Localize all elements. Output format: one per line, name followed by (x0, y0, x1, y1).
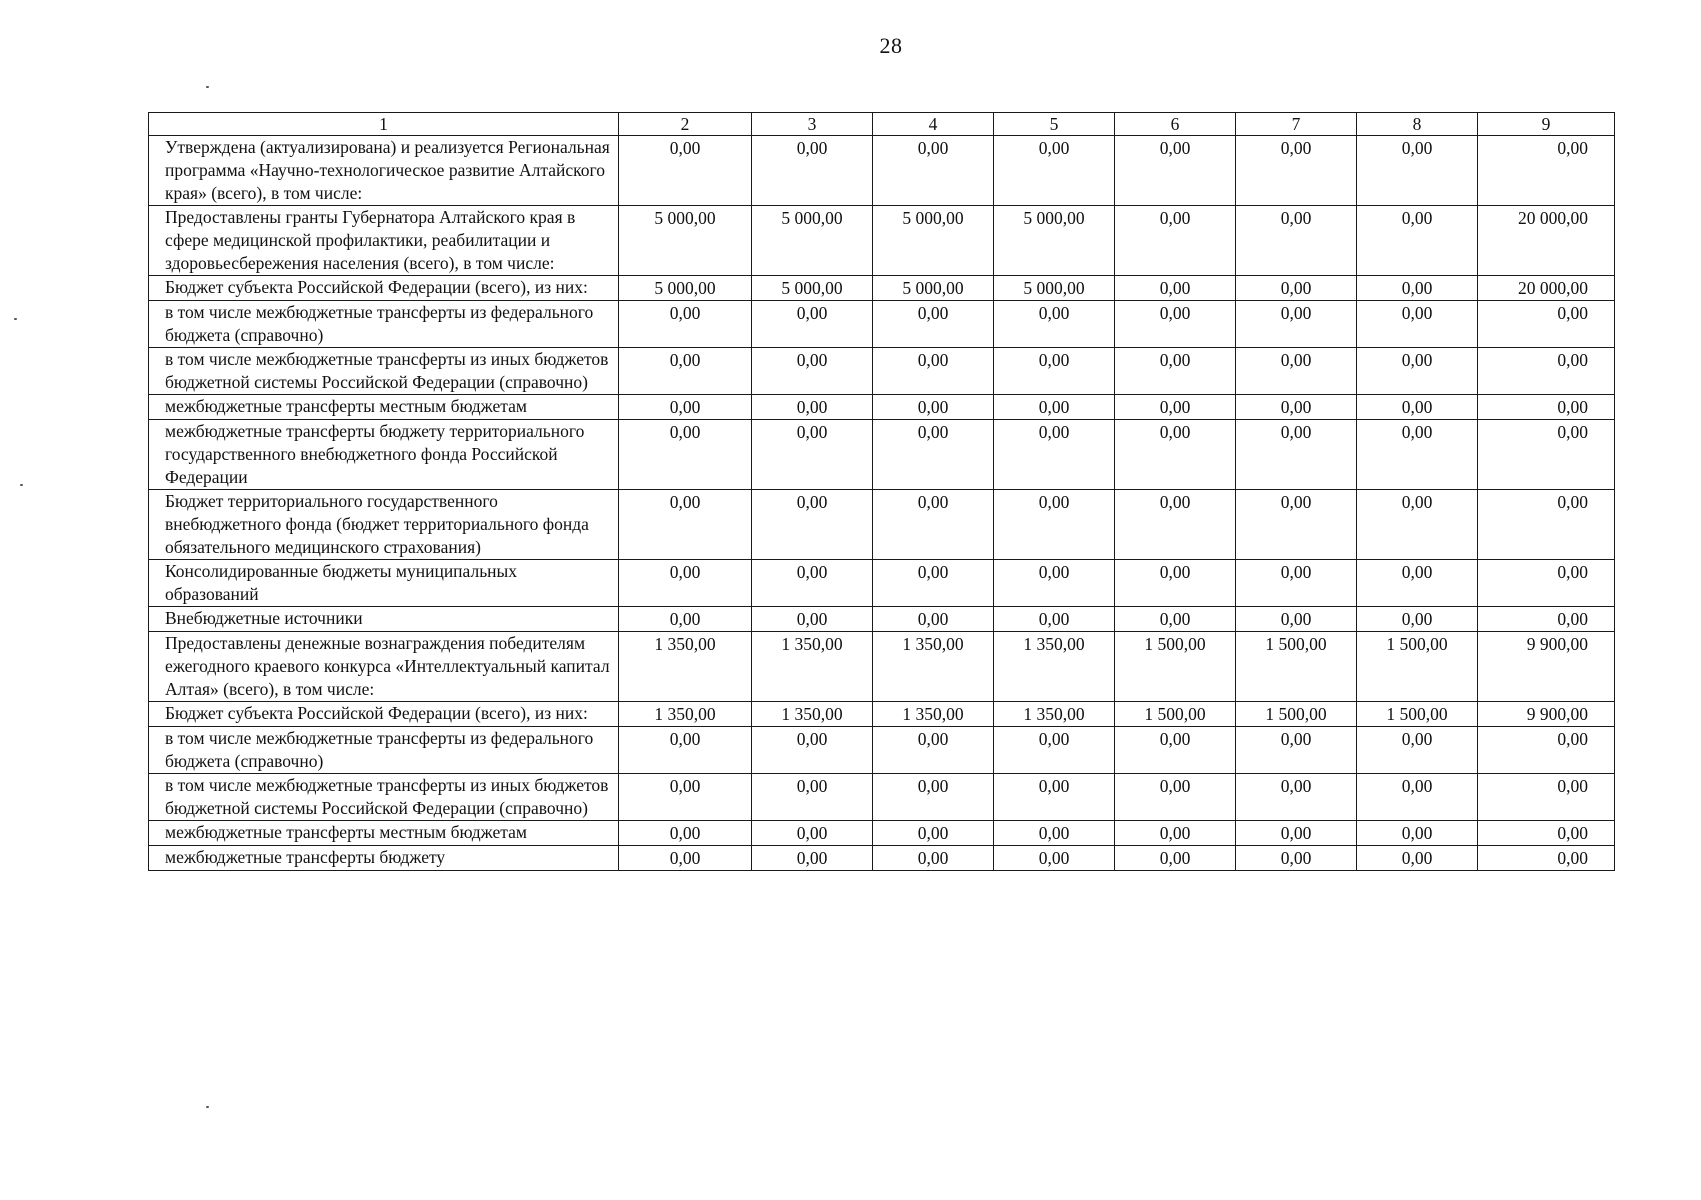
row-value-col-6: 0,00 (1115, 420, 1236, 490)
row-value-col-9: 0,00 (1478, 348, 1615, 395)
row-value-col-3: 0,00 (752, 420, 873, 490)
table-row (149, 821, 1615, 846)
row-value-col-5: 0,00 (994, 607, 1115, 632)
row-value-col-6: 0,00 (1115, 490, 1236, 560)
row-value-col-4: 0,00 (873, 821, 994, 846)
row-label: в том числе межбюджетные трансферты из иных бюджетов бюджетной системы Российской Федерации (справочно) (149, 348, 619, 395)
row-value-col-6: 0,00 (1115, 136, 1236, 206)
row-value-col-6: 1 500,00 (1115, 702, 1236, 727)
row-value-col-6: 0,00 (1115, 301, 1236, 348)
row-value-col-7: 0,00 (1236, 206, 1357, 276)
row-value-col-3: 0,00 (752, 821, 873, 846)
row-value-col-6: 0,00 (1115, 348, 1236, 395)
row-label: Предоставлены гранты Губернатора Алтайского края в сфере медицинской профилактики, реабилитации и здоровьесбережения населения (всего), в том числе: (149, 206, 619, 276)
row-label: в том числе межбюджетные трансферты из иных бюджетов бюджетной системы Российской Федерации (справочно) (149, 774, 619, 821)
row-value-col-5: 0,00 (994, 846, 1115, 871)
row-value-col-9: 0,00 (1478, 607, 1615, 632)
row-value-col-5: 1 350,00 (994, 702, 1115, 727)
row-value-col-7: 0,00 (1236, 420, 1357, 490)
row-value-col-8: 0,00 (1357, 276, 1478, 301)
table-row (149, 206, 1615, 276)
row-label: в том числе межбюджетные трансферты из федерального бюджета (справочно) (149, 727, 619, 774)
table-row (149, 607, 1615, 632)
row-value-col-2: 0,00 (619, 395, 752, 420)
scan-speck (206, 86, 209, 88)
row-value-col-9: 0,00 (1478, 560, 1615, 607)
scan-speck (20, 484, 23, 486)
row-label: Бюджет субъекта Российской Федерации (всего), из них: (149, 276, 619, 301)
row-value-col-3: 1 350,00 (752, 702, 873, 727)
row-value-col-2: 0,00 (619, 490, 752, 560)
row-value-col-2: 5 000,00 (619, 276, 752, 301)
row-value-col-5: 5 000,00 (994, 276, 1115, 301)
row-value-col-4: 0,00 (873, 301, 994, 348)
row-value-col-4: 0,00 (873, 420, 994, 490)
row-value-col-4: 1 350,00 (873, 632, 994, 702)
column-header: 7 (1236, 113, 1357, 136)
row-value-col-3: 0,00 (752, 846, 873, 871)
column-header: 2 (619, 113, 752, 136)
row-value-col-5: 0,00 (994, 774, 1115, 821)
row-value-col-3: 0,00 (752, 774, 873, 821)
row-value-col-7: 0,00 (1236, 846, 1357, 871)
row-label: межбюджетные трансферты бюджету территориального государственного внебюджетного фонда Российской Федерации (149, 420, 619, 490)
row-value-col-7: 0,00 (1236, 490, 1357, 560)
row-value-col-9: 0,00 (1478, 490, 1615, 560)
row-value-col-4: 5 000,00 (873, 206, 994, 276)
row-value-col-9: 9 900,00 (1478, 702, 1615, 727)
row-label: в том числе межбюджетные трансферты из федерального бюджета (справочно) (149, 301, 619, 348)
row-value-col-3: 0,00 (752, 348, 873, 395)
row-value-col-8: 0,00 (1357, 774, 1478, 821)
row-label: межбюджетные трансферты бюджету (149, 846, 619, 871)
row-value-col-9: 0,00 (1478, 774, 1615, 821)
row-value-col-8: 0,00 (1357, 846, 1478, 871)
row-value-col-2: 0,00 (619, 607, 752, 632)
row-value-col-8: 0,00 (1357, 821, 1478, 846)
row-value-col-7: 0,00 (1236, 774, 1357, 821)
row-value-col-9: 20 000,00 (1478, 276, 1615, 301)
row-value-col-7: 1 500,00 (1236, 632, 1357, 702)
row-value-col-9: 0,00 (1478, 821, 1615, 846)
row-value-col-5: 0,00 (994, 136, 1115, 206)
row-value-col-6: 1 500,00 (1115, 632, 1236, 702)
row-value-col-8: 1 500,00 (1357, 632, 1478, 702)
row-value-col-6: 0,00 (1115, 846, 1236, 871)
row-value-col-8: 0,00 (1357, 560, 1478, 607)
table-row (149, 727, 1615, 774)
row-value-col-2: 0,00 (619, 420, 752, 490)
row-value-col-5: 0,00 (994, 348, 1115, 395)
row-label: межбюджетные трансферты местным бюджетам (149, 821, 619, 846)
row-value-col-8: 1 500,00 (1357, 702, 1478, 727)
row-value-col-5: 0,00 (994, 727, 1115, 774)
table-row (149, 136, 1615, 206)
row-value-col-5: 5 000,00 (994, 206, 1115, 276)
row-value-col-8: 0,00 (1357, 206, 1478, 276)
row-value-col-7: 0,00 (1236, 301, 1357, 348)
table-row (149, 276, 1615, 301)
row-value-col-4: 0,00 (873, 136, 994, 206)
row-value-col-6: 0,00 (1115, 774, 1236, 821)
row-value-col-8: 0,00 (1357, 301, 1478, 348)
column-header: 3 (752, 113, 873, 136)
row-value-col-4: 1 350,00 (873, 702, 994, 727)
table-row (149, 846, 1615, 871)
table-row (149, 395, 1615, 420)
table-body (149, 136, 1615, 871)
row-value-col-7: 1 500,00 (1236, 702, 1357, 727)
row-value-col-8: 0,00 (1357, 490, 1478, 560)
row-value-col-4: 0,00 (873, 560, 994, 607)
budget-table (148, 112, 1615, 871)
row-value-col-3: 0,00 (752, 727, 873, 774)
row-value-col-3: 0,00 (752, 395, 873, 420)
table-row (149, 301, 1615, 348)
row-value-col-4: 0,00 (873, 774, 994, 821)
row-value-col-6: 0,00 (1115, 395, 1236, 420)
row-value-col-5: 0,00 (994, 821, 1115, 846)
row-value-col-2: 0,00 (619, 774, 752, 821)
row-value-col-2: 5 000,00 (619, 206, 752, 276)
row-value-col-2: 0,00 (619, 560, 752, 607)
row-value-col-4: 5 000,00 (873, 276, 994, 301)
row-label: Бюджет субъекта Российской Федерации (всего), из них: (149, 702, 619, 727)
row-label: Внебюджетные источники (149, 607, 619, 632)
row-value-col-3: 0,00 (752, 560, 873, 607)
row-value-col-8: 0,00 (1357, 395, 1478, 420)
row-value-col-9: 0,00 (1478, 727, 1615, 774)
row-value-col-4: 0,00 (873, 395, 994, 420)
row-value-col-3: 0,00 (752, 136, 873, 206)
row-value-col-7: 0,00 (1236, 136, 1357, 206)
table-row (149, 490, 1615, 560)
row-value-col-7: 0,00 (1236, 560, 1357, 607)
row-value-col-8: 0,00 (1357, 136, 1478, 206)
row-value-col-9: 0,00 (1478, 846, 1615, 871)
row-label: Утверждена (актуализирована) и реализуется Региональная программа «Научно-технологическое развитие Алтайского края» (всего), в том числе: (149, 136, 619, 206)
row-value-col-4: 0,00 (873, 607, 994, 632)
row-value-col-5: 1 350,00 (994, 632, 1115, 702)
row-label: межбюджетные трансферты местным бюджетам (149, 395, 619, 420)
row-value-col-2: 0,00 (619, 727, 752, 774)
page-number: 28 (879, 33, 903, 58)
row-value-col-9: 20 000,00 (1478, 206, 1615, 276)
row-value-col-6: 0,00 (1115, 560, 1236, 607)
row-value-col-9: 0,00 (1478, 395, 1615, 420)
row-value-col-7: 0,00 (1236, 727, 1357, 774)
row-value-col-3: 1 350,00 (752, 632, 873, 702)
row-value-col-3: 0,00 (752, 607, 873, 632)
column-header: 8 (1357, 113, 1478, 136)
column-header: 4 (873, 113, 994, 136)
row-value-col-9: 0,00 (1478, 136, 1615, 206)
row-value-col-3: 0,00 (752, 490, 873, 560)
table-row (149, 702, 1615, 727)
row-value-col-8: 0,00 (1357, 607, 1478, 632)
scan-speck (206, 1106, 209, 1108)
row-value-col-8: 0,00 (1357, 420, 1478, 490)
row-value-col-2: 0,00 (619, 846, 752, 871)
row-value-col-7: 0,00 (1236, 348, 1357, 395)
table-row (149, 632, 1615, 702)
row-value-col-8: 0,00 (1357, 348, 1478, 395)
row-label: Бюджет территориального государственного внебюджетного фонда (бюджет территориального фонда обязательного медицинского страхования) (149, 490, 619, 560)
row-value-col-9: 9 900,00 (1478, 632, 1615, 702)
table-row (149, 774, 1615, 821)
row-value-col-5: 0,00 (994, 420, 1115, 490)
row-value-col-5: 0,00 (994, 560, 1115, 607)
column-header: 5 (994, 113, 1115, 136)
row-label: Предоставлены денежные вознаграждения победителям ежегодного краевого конкурса «Интеллектуальный капитал Алтая» (всего), в том числе: (149, 632, 619, 702)
row-value-col-5: 0,00 (994, 395, 1115, 420)
row-value-col-5: 0,00 (994, 301, 1115, 348)
row-value-col-9: 0,00 (1478, 420, 1615, 490)
row-value-col-4: 0,00 (873, 846, 994, 871)
row-value-col-3: 0,00 (752, 301, 873, 348)
row-value-col-5: 0,00 (994, 490, 1115, 560)
row-value-col-7: 0,00 (1236, 395, 1357, 420)
table-row (149, 560, 1615, 607)
column-header: 6 (1115, 113, 1236, 136)
row-value-col-6: 0,00 (1115, 206, 1236, 276)
row-value-col-7: 0,00 (1236, 821, 1357, 846)
column-header: 1 (149, 113, 619, 136)
row-value-col-4: 0,00 (873, 348, 994, 395)
row-value-col-7: 0,00 (1236, 607, 1357, 632)
row-value-col-2: 0,00 (619, 136, 752, 206)
row-value-col-2: 1 350,00 (619, 632, 752, 702)
row-value-col-6: 0,00 (1115, 276, 1236, 301)
row-value-col-4: 0,00 (873, 490, 994, 560)
column-header: 9 (1478, 113, 1615, 136)
table-header-row (149, 113, 1615, 136)
row-value-col-8: 0,00 (1357, 727, 1478, 774)
row-value-col-9: 0,00 (1478, 301, 1615, 348)
row-value-col-6: 0,00 (1115, 821, 1236, 846)
row-value-col-3: 5 000,00 (752, 276, 873, 301)
row-value-col-7: 0,00 (1236, 276, 1357, 301)
row-value-col-2: 0,00 (619, 821, 752, 846)
row-value-col-2: 1 350,00 (619, 702, 752, 727)
table-row (149, 348, 1615, 395)
row-value-col-6: 0,00 (1115, 607, 1236, 632)
row-value-col-4: 0,00 (873, 727, 994, 774)
row-value-col-6: 0,00 (1115, 727, 1236, 774)
scan-speck (14, 318, 17, 320)
row-value-col-2: 0,00 (619, 301, 752, 348)
row-label: Консолидированные бюджеты муниципальных образований (149, 560, 619, 607)
row-value-col-2: 0,00 (619, 348, 752, 395)
table-row (149, 420, 1615, 490)
row-value-col-3: 5 000,00 (752, 206, 873, 276)
